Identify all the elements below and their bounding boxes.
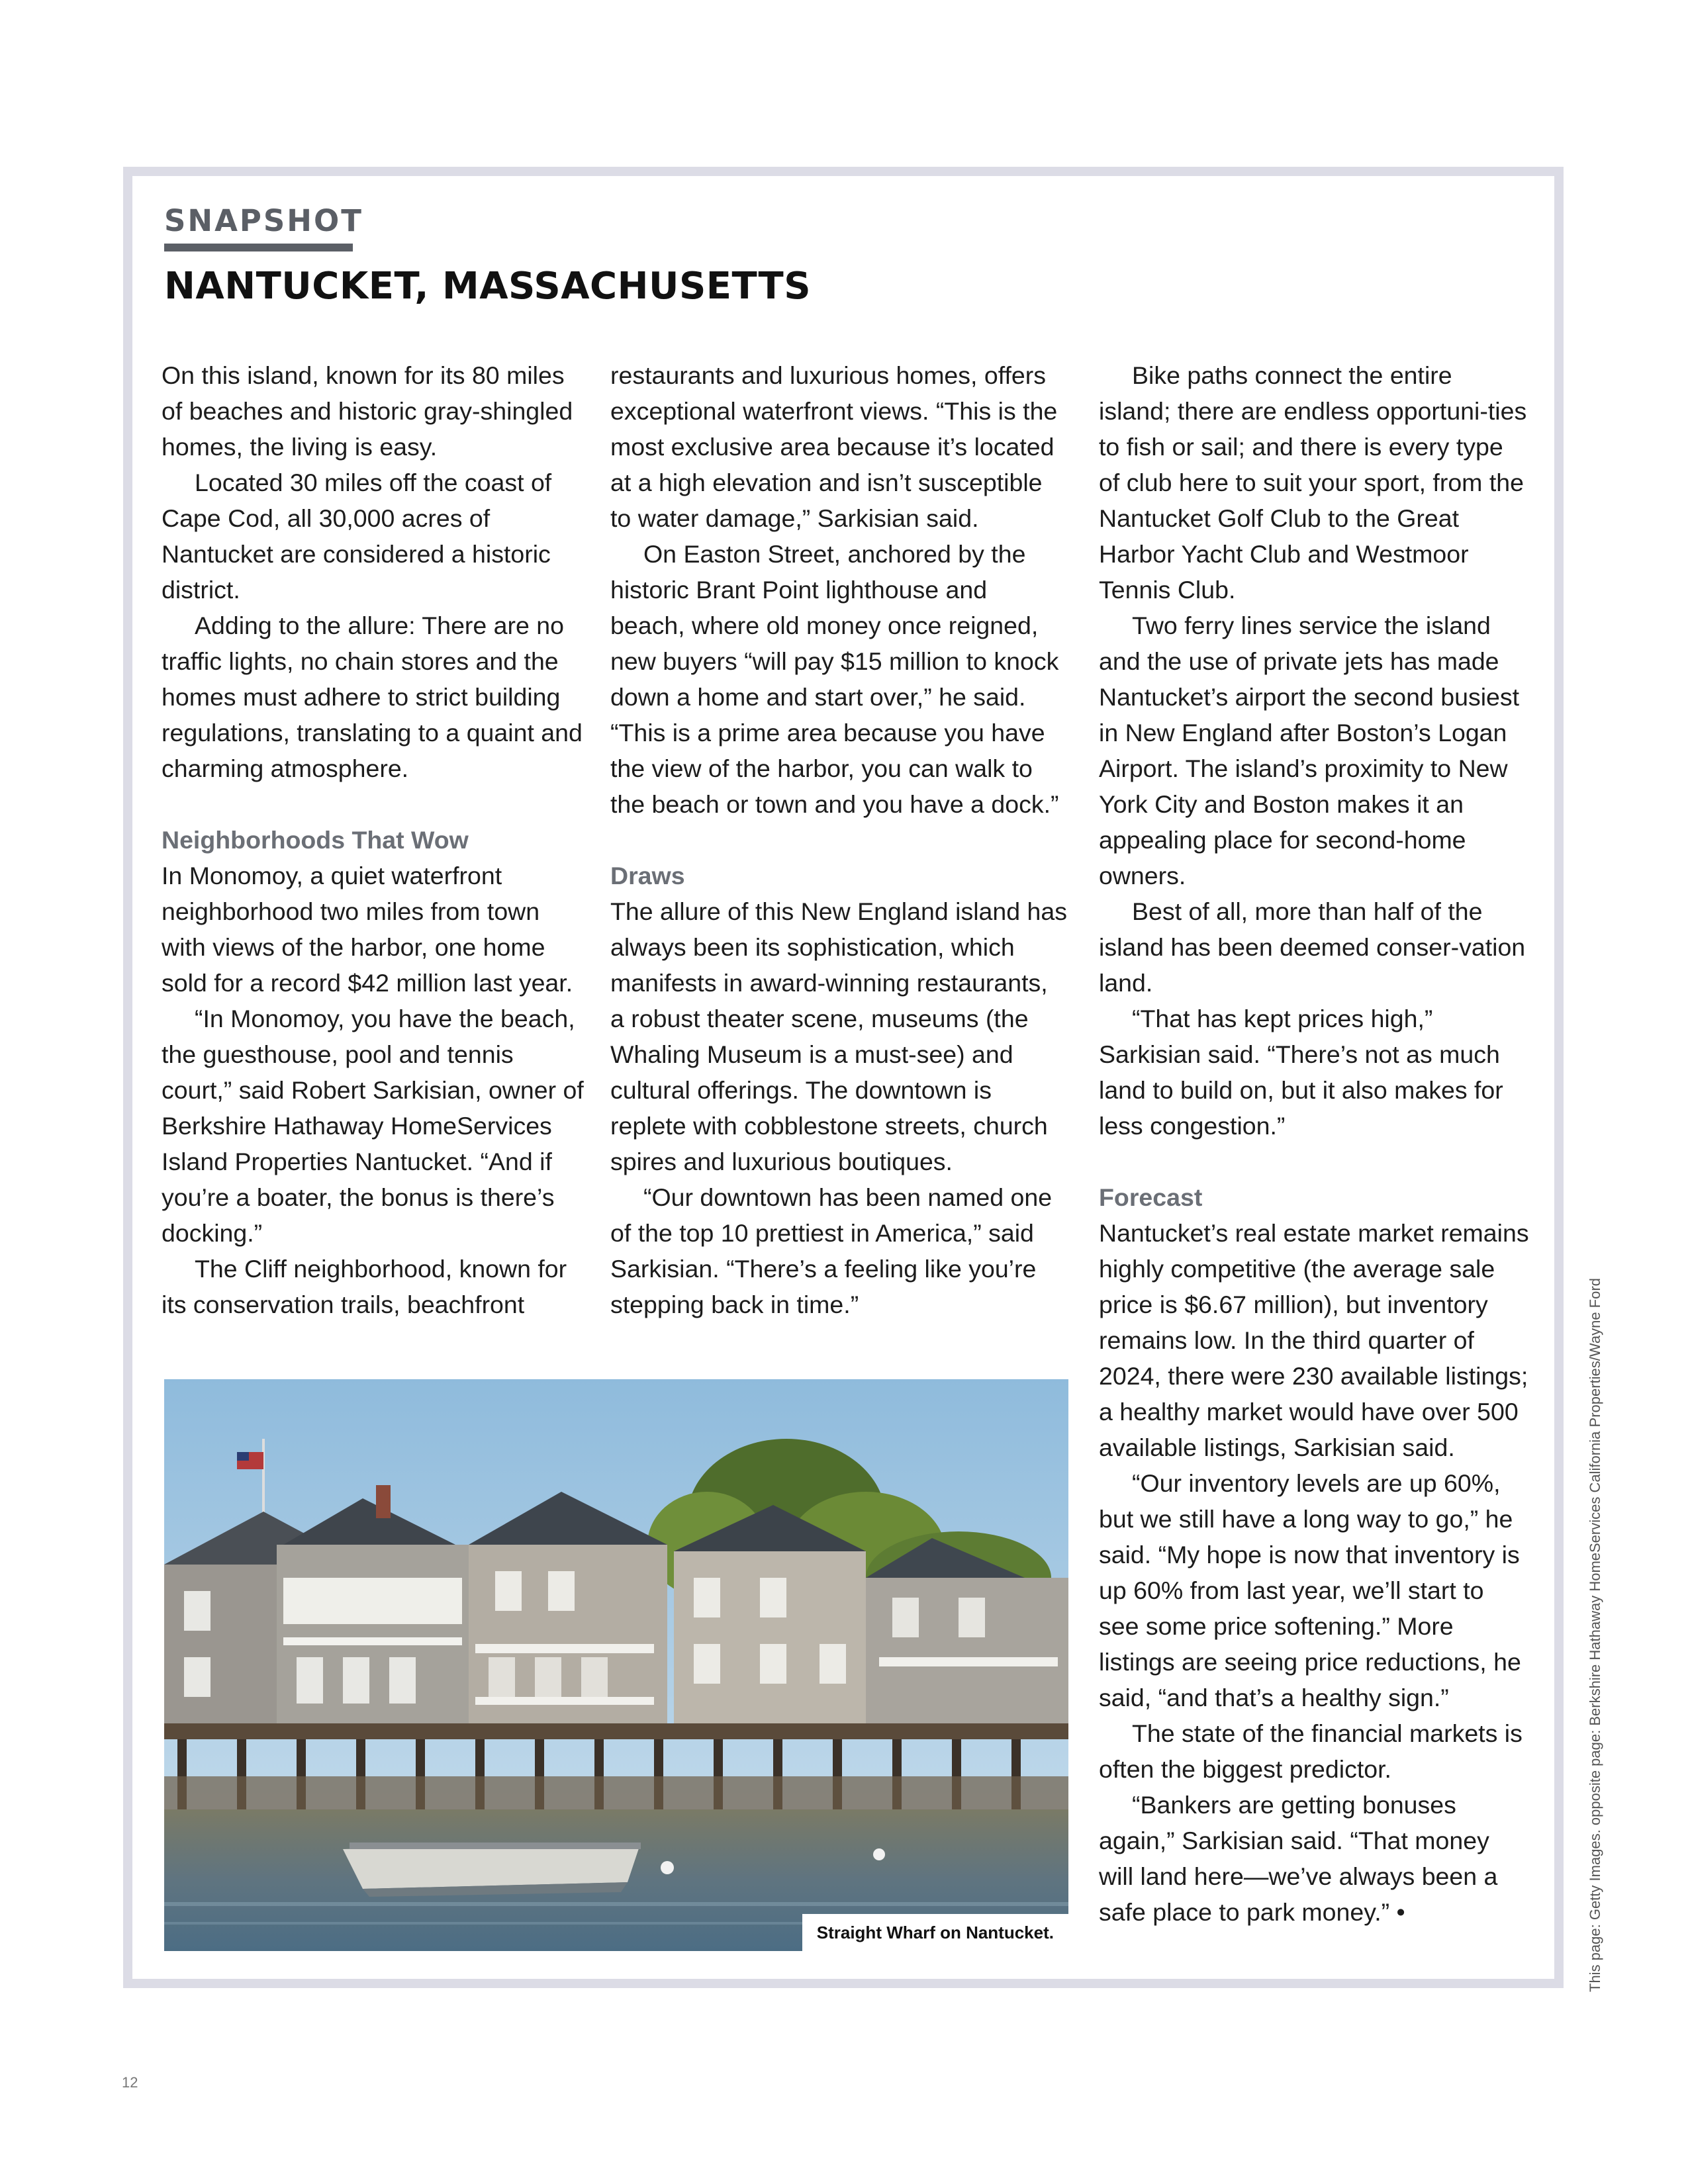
paragraph: On Easton Street, anchored by the historic Brant Point lighthouse and beach, where old money once reigned, new buyers “will pay $15 million to knock down a home and start over,” he said. “This is a prime area because you have the view of the harbor, you can walk to the beach or town and you have a dock.” [610, 540, 1059, 818]
paragraph: Adding to the allure: There are no traffic lights, no chain stores and the homes must adhere to strict building regulations, translating to a quaint and charming atmosphere. [162, 612, 583, 782]
paragraph: Two ferry lines service the island and the use of private jets has made Nantucket’s airport the second busiest in New England after Boston’s Logan Airport. The island’s proximity to New York City and Boston makes it an appealing place for second-home owners. [1099, 612, 1520, 889]
paragraph: Best of all, more than half of the island has been deemed conser-vation land. [1099, 897, 1526, 997]
article-column-3 [1099, 357, 1529, 1930]
article-title: NANTUCKET, MASSACHUSETTS [164, 265, 812, 308]
photo-credit: This page: Getty Images. opposite page: Berkshire Hathaway HomeServices California Properties/Wayne Ford [1587, 1278, 1603, 1992]
paragraph: “In Monomoy, you have the beach, the guesthouse, pool and tennis court,” said Robert Sarkisian, owner of Berkshire Hathaway HomeServices Island Properties Nantucket. “And if you’re a boater, the bonus is there’s docking.” [162, 1005, 584, 1247]
paragraph: “Our inventory levels are up 60%, but we still have a long way to go,” he said. “My hope is now that inventory is up 60% from last year, we’ll start to see some price softening.” More listings are seeing price reductions, he said, “and that’s a healthy sign.” [1099, 1469, 1521, 1711]
paragraph: “Bankers are getting bonuses again,” Sarkisian said. “That money will land here—we’ve always been a safe place to park money.” • [1099, 1791, 1498, 1926]
paragraph: Located 30 miles off the coast of Cape Cod, all 30,000 acres of Nantucket are considered a historic district. [162, 469, 552, 604]
paragraph: “That has kept prices high,” Sarkisian said. “There’s not as much land to build on, but it also makes for less congestion.” [1099, 1005, 1503, 1140]
section-kicker: SNAPSHOT [164, 203, 363, 238]
paragraph: Nantucket’s real estate market remains highly competitive (the average sale price is $6.67 million), but inventory remains low. In the third quarter of 2024, there were 230 available listings; a healthy market would have over 500 available listings, Sarkisian said. [1099, 1219, 1529, 1461]
paragraph: The state of the financial markets is often the biggest predictor. [1099, 1719, 1523, 1783]
photo-caption: Straight Wharf on Nantucket. [802, 1914, 1068, 1951]
paragraph: On this island, known for its 80 miles of beaches and historic gray-shingled homes, the living is easy. [162, 361, 573, 461]
paragraph: The allure of this New England island has always been its sophistication, which manifests in award-winning restaurants, a robust theater scene, museums (the Whaling Museum is a must-see) and cultural offerings. The downtown is replete with cobblestone streets, church spires and luxurious boutiques. [610, 897, 1067, 1175]
subheading-forecast: Forecast [1099, 1183, 1203, 1211]
harbor-photo [164, 1379, 1068, 1951]
paragraph: Bike paths connect the entire island; there are endless opportuni-ties to fish or sail; and there is every type of club here to suit your sport, from the Nantucket Golf Club to the Great Harbor Yacht Club and Westmoor Tennis Club. [1099, 361, 1527, 604]
kicker-underline [164, 244, 353, 251]
paragraph: The Cliff neighborhood, known for its conservation trails, beachfront [162, 1255, 567, 1318]
article-column-1 [162, 357, 585, 1322]
subheading-draws: Draws [610, 862, 685, 889]
article-column-2 [610, 357, 1067, 1322]
paragraph: In Monomoy, a quiet waterfront neighborhood two miles from town with views of the harbor, one home sold for a record $42 million last year. [162, 862, 573, 997]
paragraph: restaurants and luxurious homes, offers exceptional waterfront views. “This is the most exclusive area because it’s located at a high elevation and isn’t susceptible to water damage,” Sarkisian said. [610, 361, 1058, 532]
page-number: 12 [122, 2074, 138, 2091]
paragraph: “Our downtown has been named one of the top 10 prettiest in America,” said Sarkisian. “There’s a feeling like you’re stepping back in time.” [610, 1183, 1053, 1318]
subheading-neighborhoods: Neighborhoods That Wow [162, 826, 469, 854]
